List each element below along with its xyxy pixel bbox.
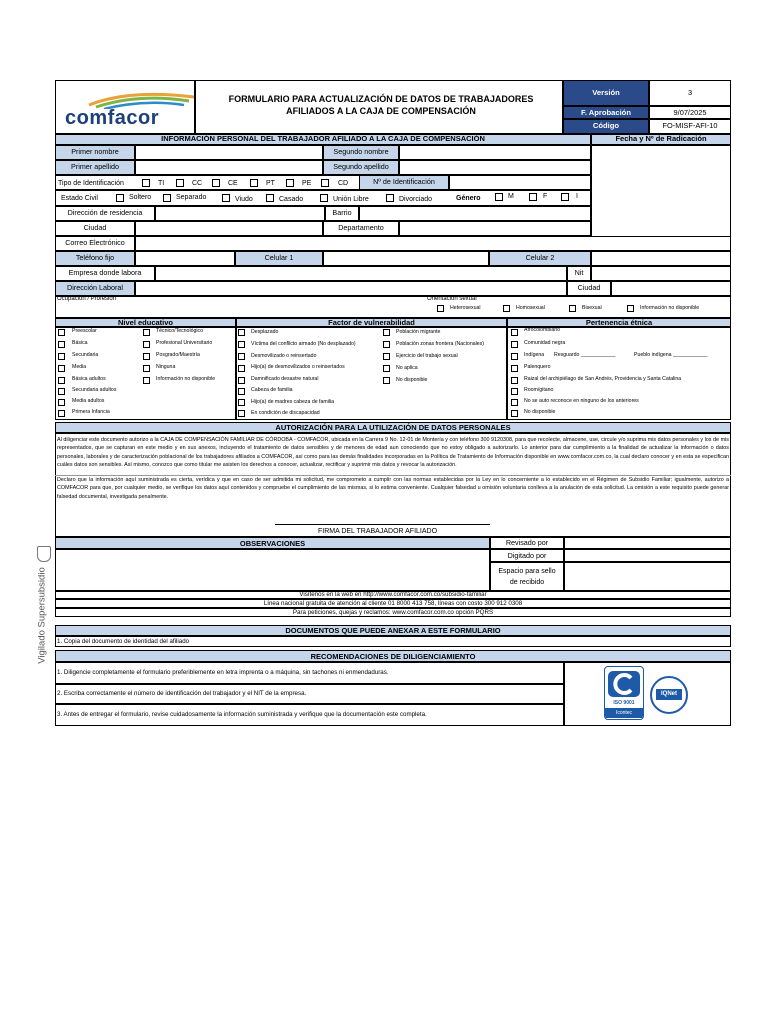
certifications-cell [564, 662, 731, 726]
id-cd-label: CD [338, 180, 349, 187]
barrio-field[interactable] [359, 206, 591, 221]
vuln-victima-checkbox[interactable] [238, 341, 245, 348]
vulnerabilidad-heading: Factor de vulnerabilidad [236, 318, 507, 327]
primer-nombre-field[interactable] [135, 145, 323, 160]
side-text: Vigilado Supersubsidio [36, 567, 48, 664]
vuln-trabajo-sexual-checkbox[interactable] [383, 353, 390, 360]
etnia-afro-checkbox[interactable] [511, 329, 518, 336]
orientacion-homo-label: Homosexual [516, 305, 545, 311]
radicacion-heading: Fecha y Nº de Radicación [591, 134, 731, 145]
id-cc-checkbox[interactable] [176, 179, 184, 187]
etnia-palenquero-label: Palenquero [524, 364, 551, 370]
recomendacion-3: 3. Antes de entregar el formulario, revise cuidadosamente la información suministrada y verifique que la documentación este completa. [57, 711, 427, 718]
vuln-discapacidad-checkbox[interactable] [238, 410, 245, 417]
tipo-id-label: Tipo de Identificación [58, 180, 124, 187]
nivel-secundaria-checkbox[interactable] [58, 353, 65, 360]
segundo-nombre-label: Segundo nombre [323, 145, 399, 160]
orientacion-bi-checkbox[interactable] [569, 305, 576, 312]
documentos-item-1: 1. Copia del documento de identidad del afiliado [57, 638, 190, 645]
id-cd-checkbox[interactable] [321, 179, 329, 187]
direccion-label: Dirección de residencia [55, 206, 155, 221]
dir-laboral-field[interactable] [135, 281, 567, 296]
civil-viudo-checkbox[interactable] [222, 194, 230, 202]
icontec-iso-seal [604, 666, 644, 720]
civil-casado-label: Casado [279, 196, 304, 203]
firma-line [275, 524, 490, 525]
recomendaciones-heading: RECOMENDACIONES DE DILIGENCIAMIENTO [55, 650, 731, 662]
genero-label: Género [456, 195, 481, 202]
civil-union-libre-checkbox[interactable] [320, 194, 328, 202]
nivel-media-label: Media [72, 364, 87, 370]
autorizacion-heading: AUTORIZACIÓN PARA LA UTILIZACIÓN DE DATOS PERSONALES [55, 422, 731, 433]
sello-label: Espacio para sello de recibido [498, 568, 556, 586]
vuln-cabeza-familia-checkbox[interactable] [238, 388, 245, 395]
sello-label-cell [490, 562, 564, 591]
empresa-field[interactable] [155, 266, 567, 281]
celular2-label: Celular 2 [489, 251, 591, 266]
vuln-no-disponible-label: No disponible [396, 377, 428, 383]
digitado-label: Digitado por [490, 549, 564, 562]
vuln-hijo-madre-checkbox[interactable] [238, 399, 245, 406]
nivel-posgrado-label: Posgrado/Maestría [156, 352, 200, 358]
id-ce-label: CE [228, 180, 238, 187]
etnia-resguardo-label: Resguardo ____________ [554, 352, 616, 358]
etnia-heading: Pertenencia étnica [507, 318, 731, 327]
correo-field[interactable] [135, 236, 731, 251]
id-pe-checkbox[interactable] [286, 179, 294, 187]
header-logo-cell [55, 80, 195, 134]
departamento-label: Departamento [323, 221, 399, 236]
autorizacion-text: Al diligenciar este documento autorizo a la CAJA DE COMPENSACIÓN FAMILIAR DE CÓRDOBA - COMFACOR, ubicada en la Carrera 9 No. 12-01 de Montería y con teléfono 300 9120308, para que recolecte, almacene, use, circule y/o suprima mis datos personales y los de mis representados, que se capturan en este medio y en sus anexos, incluyendo el tratamiento de datos sensibles y de menores de edad aun conociendo que no estoy obligado a autorizarlo. Lo anterior para dar cumplimiento a la finalidad de actualizar la información o datos personales, laborales y de caracterización poblacional de los trabajadores afiliados a COMFACOR, así como para las demás finalidades incorporadas en la Política de Tratamiento de Información disponible en www.comfacor.com.co, la cual declaro conocer y en esta se especifican cuáles datos son sensibles. Así mismo, conozco que como titular me asisten los derechos a conocer, actualizar, rectificar y suprimir mis datos y revocar la autorización. [57, 437, 729, 469]
celular2-field[interactable] [591, 251, 731, 266]
logo-text: comfacor [65, 107, 160, 129]
iqnet-seal [650, 676, 688, 714]
etnia-rom-label: Room/gitano [524, 387, 554, 393]
revisado-field[interactable] [564, 537, 731, 549]
nivel-profesional-label: Profesional Universitario [156, 340, 213, 346]
celular1-label: Celular 1 [235, 251, 323, 266]
nivel-basica-checkbox[interactable] [58, 341, 65, 348]
version-value: 3 [649, 80, 731, 106]
nit-label: Nit [567, 266, 591, 281]
nivel-secundaria-label: Secundaria [72, 352, 99, 358]
orientacion-nd-checkbox[interactable] [627, 305, 634, 312]
radicacion-field[interactable] [591, 145, 731, 250]
etnia-no-disponible-label: No disponible [524, 409, 556, 415]
vuln-desplazado-label: Desplazado [251, 329, 279, 335]
correo-label: Correo Electrónico [55, 236, 135, 251]
nivel-preescolar-checkbox[interactable] [58, 329, 65, 336]
ciudad-label: Ciudad [55, 221, 135, 236]
vuln-migrante-label: Población migrante [396, 329, 441, 335]
ciudad2-field[interactable] [611, 281, 731, 296]
icontec-logo-icon [605, 669, 643, 699]
form-title: FORMULARIO PARA ACTUALIZACIÓN DE DATOS DE TRABAJADORES AFILIADOS A LA CAJA DE COMPENSACIÓN [228, 94, 534, 116]
ciudad-field[interactable] [135, 221, 323, 236]
id-ti-checkbox[interactable] [142, 179, 150, 187]
segundo-nombre-field[interactable] [399, 145, 591, 160]
form-title-cell [195, 80, 563, 134]
etnia-indigena-label: Indígena [524, 352, 545, 358]
genero-m-checkbox[interactable] [495, 193, 503, 201]
footer-pqrs: Para peticiones, quejas y reclamos: www.comfacor.com.co opción PQRS [292, 609, 494, 616]
civil-casado-checkbox[interactable] [266, 194, 274, 202]
vuln-hijo-desmovilizado-checkbox[interactable] [238, 365, 245, 372]
etnia-raizal-checkbox[interactable] [511, 377, 518, 384]
nivel-ninguna-checkbox[interactable] [143, 365, 150, 372]
genero-f-label: F [543, 193, 548, 200]
vuln-frontera-label: Población zonas frontera (Nacionales) [396, 341, 484, 347]
orientacion-hetero-checkbox[interactable] [437, 305, 444, 312]
orientacion-bi-label: Bisexual [582, 305, 602, 311]
sello-field[interactable] [564, 562, 731, 591]
digitado-field[interactable] [564, 549, 731, 562]
num-id-label: Nº de Identificación [359, 175, 449, 190]
vuln-victima-label: Víctima del conflicto armado (No desplazado) [251, 341, 356, 347]
etnia-negra-label: Comunidad negra [524, 340, 566, 346]
observaciones-field[interactable] [55, 549, 490, 591]
genero-i-label: I [576, 193, 578, 200]
etnia-no-reconoce-checkbox[interactable] [511, 399, 518, 406]
nivel-nd-checkbox[interactable] [143, 377, 150, 384]
logo-swoosh-icon [84, 87, 204, 109]
civil-union-libre-label: Unión Libre [333, 196, 369, 203]
vuln-no-aplica-label: No aplica [396, 365, 418, 371]
civil-soltero-label: Soltero [129, 194, 152, 201]
nivel-basica-label: Básica [72, 340, 88, 346]
nivel-basica-adultos-checkbox[interactable] [58, 377, 65, 384]
orientacion-hetero-label: Heterosexual [450, 305, 481, 311]
genero-m-label: M [508, 193, 514, 200]
firma-label: FIRMA DEL TRABAJADOR AFILIADO [318, 528, 438, 535]
vuln-trabajo-sexual-label: Ejercicio del trabajo sexual [396, 353, 458, 359]
nivel-posgrado-checkbox[interactable] [143, 353, 150, 360]
id-ce-checkbox[interactable] [212, 179, 220, 187]
footer-web: Visítenos en la web en http://www.comfacor.com.co/subsidio-familiar [299, 591, 487, 598]
footer-phone: Línea nacional gratuita de atención al cliente 01 8000 413 758, líneas con costo 300 912 0308 [263, 600, 523, 607]
ciudad2-label: Ciudad [567, 281, 611, 296]
nivel-tecnico-checkbox[interactable] [143, 329, 150, 336]
approval-value: 9/07/2025 [649, 106, 731, 119]
orientacion-label: Orientación sexual [427, 296, 477, 302]
vuln-discapacidad-label: En condición de discapacidad [251, 410, 320, 416]
declaracion-text: Declaro que la información aquí suministrada es cierta, verídica y que en caso de ser admitida mi solicitud, me comprometo a cumplir con las normas establecidas por la Ley en lo concerniente a lo establecido en el Régimen de Subsidio Familiar; igualmente, autorizo a COMFACOR para que, por cualquier medio, se verifique los datos aquí contenidos y compruebe el cumplimiento de las mismas, si lo estima conveniente. Cualquier falsedad u omisión voluntaria conlleva a la anulación de esta solicitud. La omisión a este requisito puede generar falsedad documental, investigada penalmente. [57, 477, 729, 500]
etnia-rom-checkbox[interactable] [511, 388, 518, 395]
civil-separado-label: Separado [176, 194, 207, 201]
celular1-field[interactable] [323, 251, 489, 266]
nit-field[interactable] [591, 266, 731, 281]
telefono-label: Teléfono fijo [55, 251, 135, 266]
civil-soltero-checkbox[interactable] [116, 194, 124, 202]
etnia-indigena-checkbox[interactable] [511, 353, 518, 360]
segundo-apellido-label: Segundo apellido [323, 160, 399, 175]
nivel-nd-label: Información no disponible [156, 376, 216, 382]
revisado-label: Revisado por [490, 537, 564, 549]
nivel-heading: Nivel educativo [55, 318, 236, 327]
nivel-primera-infancia-label: Primera Infancia [72, 409, 110, 415]
primer-apellido-field[interactable] [135, 160, 323, 175]
direccion-field[interactable] [155, 206, 325, 221]
documentos-heading: DOCUMENTOS QUE PUEDE ANEXAR A ESTE FORMULARIO [55, 625, 731, 636]
iso-label: ISO 9001 [613, 700, 635, 706]
nivel-profesional-checkbox[interactable] [143, 341, 150, 348]
personal-info-heading: INFORMACIÓN PERSONAL DEL TRABAJADOR AFILIADO A LA CAJA DE COMPENSACIÓN [55, 134, 591, 145]
iqnet-label: IQNet [656, 689, 682, 700]
vuln-desmovilizado-label: Desmovilizado o reinsertado [251, 353, 317, 359]
nivel-secundaria-adultos-checkbox[interactable] [58, 388, 65, 395]
vuln-migrante-checkbox[interactable] [383, 329, 390, 336]
vuln-desplazado-checkbox[interactable] [238, 329, 245, 336]
nivel-basica-adultos-label: Básica adultos [72, 376, 106, 382]
etnia-raizal-label: Raizal del archipiélago de San Andrés, Providencia y Santa Catalina [524, 376, 682, 382]
civil-divorciado-label: Divorciado [399, 196, 433, 203]
orientacion-nd-label: Información no disponible [640, 305, 700, 311]
departamento-field[interactable] [399, 221, 591, 236]
nivel-ninguna-label: Ninguna [156, 364, 176, 370]
code-label: Código [563, 119, 649, 134]
etnia-afro-label: Afrocolombiano [524, 327, 561, 333]
id-pt-checkbox[interactable] [250, 179, 258, 187]
id-pe-label: PE [302, 180, 312, 187]
vuln-frontera-checkbox[interactable] [383, 341, 390, 348]
estado-civil-label: Estado Civil [61, 195, 98, 202]
orientacion-homo-checkbox[interactable] [503, 305, 510, 312]
genero-i-checkbox[interactable] [561, 193, 569, 201]
ocupacion-label: Ocupación / Profesión [57, 296, 117, 302]
barrio-label: Barrio [325, 206, 359, 221]
id-cc-label: CC [192, 180, 203, 187]
vuln-no-aplica-checkbox[interactable] [383, 365, 390, 372]
vuln-damnificado-label: Damnificado desastre natural [251, 376, 319, 382]
etnia-pueblo-label: Pueblo indígena ____________ [634, 352, 708, 358]
etnia-palenquero-checkbox[interactable] [511, 365, 518, 372]
primer-nombre-label: Primer nombre [55, 145, 135, 160]
nivel-tecnico-label: Técnico/Tecnológico [156, 328, 204, 334]
recomendacion-2: 2. Escriba correctamente el número de identificación del trabajador y el NIT de la empresa. [57, 690, 307, 697]
etnia-no-disponible-checkbox[interactable] [511, 410, 518, 417]
approval-label: F. Aprobación [563, 106, 649, 119]
nivel-media-adultos-label: Media adultos [72, 398, 105, 404]
etnia-no-reconoce-label: No se auto reconoce en ninguno de los anteriores [524, 398, 639, 404]
id-ti-label: TI [158, 180, 165, 187]
civil-separado-checkbox[interactable] [163, 194, 171, 202]
etnia-negra-checkbox[interactable] [511, 341, 518, 348]
nivel-preescolar-label: Preescolar [72, 328, 97, 334]
vuln-damnificado-checkbox[interactable] [238, 377, 245, 384]
nivel-media-checkbox[interactable] [58, 365, 65, 372]
empresa-label: Empresa donde labora [55, 266, 155, 281]
vuln-desmovilizado-checkbox[interactable] [238, 353, 245, 360]
recomendacion-1: 1. Diligencie completamente el formulario preferiblemente en letra imprenta o a máquina, sin tachones ni enmendaduras. [57, 669, 389, 676]
genero-f-checkbox[interactable] [529, 193, 537, 201]
supersubsidio-shield-icon [37, 546, 51, 562]
vuln-no-disponible-checkbox[interactable] [383, 377, 390, 384]
observaciones-heading: OBSERVACIONES [55, 537, 490, 549]
id-pt-label: PT [266, 180, 275, 187]
vuln-hijo-desmovilizado-label: Hijo(a) de desmovilizados o reinsertados [251, 364, 345, 370]
civil-divorciado-checkbox[interactable] [386, 194, 394, 202]
dir-laboral-label: Dirección Laboral [55, 281, 135, 296]
civil-viudo-label: Viudo [235, 196, 253, 203]
nivel-secundaria-adultos-label: Secundaria adultos [72, 387, 117, 393]
segundo-apellido-field[interactable] [399, 160, 591, 175]
telefono-field[interactable] [135, 251, 235, 266]
nivel-primera-infancia-checkbox[interactable] [58, 410, 65, 417]
num-id-field[interactable] [449, 175, 591, 190]
version-label: Versión [563, 80, 649, 106]
primer-apellido-label: Primer apellido [55, 160, 135, 175]
code-value: FO-MISF-AFI-10 [649, 119, 731, 134]
icontec-brand-label: Icontec [605, 708, 643, 718]
nivel-media-adultos-checkbox[interactable] [58, 399, 65, 406]
vuln-cabeza-familia-label: Cabeza de familia [251, 387, 293, 393]
vuln-hijo-madre-label: Hijo(a) de madres cabeza de familia [251, 399, 335, 405]
